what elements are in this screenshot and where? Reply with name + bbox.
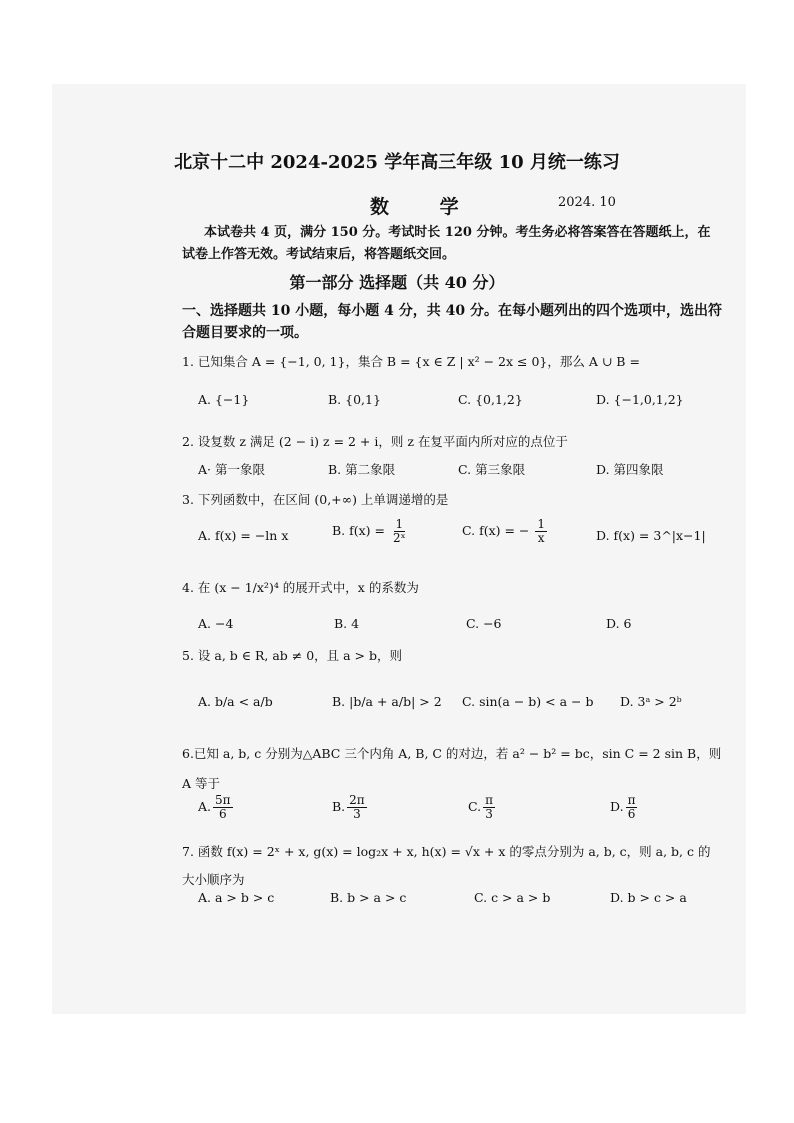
- exam-date: 2024. 10: [558, 195, 616, 210]
- question-3-stem: 3. 下列函数中，在区间 (0,+∞) 上单调递增的是: [182, 492, 449, 507]
- question-1-option-c: C. {0,1,2}: [458, 392, 523, 407]
- question-3-option-a: A. f(x) = −ln x: [198, 528, 289, 543]
- question-3-option-c-fraction: $\frac{1}{x}$: [537, 517, 546, 546]
- question-6-option-d-fraction: $\frac{\pi}{6}$: [627, 793, 636, 822]
- question-6-stem: 6.已知 a, b, c 分别为△ABC 三个内角 A, B, C 的对边，若 a² − b² = bc，sin C = 2 sin B，则: [182, 746, 722, 761]
- question-5-option-c: C. sin(a − b) < a − b: [462, 694, 594, 709]
- question-6-option-d: [610, 794, 639, 821]
- question-5-option-a: A. b/a < a/b: [198, 694, 273, 709]
- question-3-option-c: [462, 518, 549, 545]
- question-4-option-b: B. 4: [334, 616, 360, 631]
- question-6-option-a-fraction: $\frac{5\pi}{6}$: [215, 793, 231, 822]
- question-5-option-d: D. 3ᵃ > 2ᵇ: [620, 694, 682, 709]
- question-1-stem: 1. 已知集合 A = {−1, 0, 1}，集合 B = {x ∈ Z | x² − 2x ≤ 0}，那么 A ∪ B =: [182, 354, 640, 369]
- question-6-option-a-label: A.: [198, 799, 212, 815]
- question-1-option-d: D. {−1,0,1,2}: [596, 392, 684, 407]
- question-7-option-c: C. c > a > b: [474, 890, 551, 905]
- question-5-option-b: B. |b/a + a/b| > 2: [332, 694, 442, 709]
- exam-title: 北京十二中 2024-2025 学年高三年级 10 月统一练习: [174, 152, 620, 173]
- question-7-option-b: B. b > a > c: [330, 890, 407, 905]
- question-2-option-d: D. 第四象限: [596, 462, 664, 477]
- question-6-option-b-fraction: $\frac{2\pi}{3}$: [349, 793, 365, 822]
- question-3-option-d: D. f(x) = 3^|x−1|: [596, 528, 706, 543]
- question-6-stem-continued: A 等于: [182, 776, 221, 791]
- section-instructions: 一、选择题共 10 小题，每小题 4 分，共 40 分。在每小题列出的四个选项中，选出符合题目要求的一项。: [182, 303, 722, 341]
- question-6-option-d-label: D.: [610, 799, 624, 815]
- question-4-option-a: A. −4: [198, 616, 234, 631]
- question-3-option-c-label: C. f(x) = −: [462, 523, 530, 539]
- section-title: 第一部分 选择题（共 40 分）: [289, 273, 505, 292]
- question-3-option-b-fraction: $\frac{1}{\text{2ˣ}}$: [393, 517, 406, 546]
- question-4-option-c: C. −6: [466, 616, 502, 631]
- question-4-option-d: D. 6: [606, 616, 632, 631]
- question-6-option-a: [198, 794, 235, 821]
- question-5-stem: 5. 设 a, b ∈ R, ab ≠ 0，且 a > b，则: [182, 648, 403, 663]
- question-6-option-c: [468, 794, 497, 821]
- question-4-stem: 4. 在 (x − 1/x²)⁴ 的展开式中，x 的系数为: [182, 580, 419, 595]
- exam-notice: 本试卷共 4 页，满分 150 分。考试时长 120 分钟。考生务必将答案答在答题纸上，在试卷上作答无效。考试结束后，将答题纸交回。: [182, 225, 711, 262]
- question-2-option-c: C. 第三象限: [458, 462, 526, 477]
- subject-label: 数 学: [370, 196, 481, 218]
- question-2-option-a: A· 第一象限: [198, 462, 265, 477]
- question-7-option-a: A. a > b > c: [198, 890, 275, 905]
- question-7-stem: 7. 函数 f(x) = 2ˣ + x, g(x) = log₂x + x, h(x) = √x + x 的零点分别为 a, b, c，则 a, b, c 的: [182, 844, 711, 859]
- question-6-option-c-fraction: $\frac{\pi}{3}$: [485, 793, 493, 822]
- question-6-option-c-label: C.: [468, 799, 482, 815]
- question-2-stem: 2. 设复数 z 满足 (2 − i) z = 2 + i，则 z 在复平面内所对应的点位于: [182, 434, 568, 449]
- question-7-option-d: D. b > c > a: [610, 890, 687, 905]
- question-6-option-b: [332, 794, 369, 821]
- question-1-option-a: A. {−1}: [198, 392, 250, 407]
- question-2-option-b: B. 第二象限: [328, 462, 396, 477]
- question-7-stem-continued: 大小顺序为: [182, 872, 245, 887]
- question-3-option-b: [332, 518, 410, 545]
- question-3-option-b-label: B. f(x) =: [332, 523, 386, 539]
- question-1-option-b: B. {0,1}: [328, 392, 381, 407]
- question-6-option-b-label: B.: [332, 799, 346, 815]
